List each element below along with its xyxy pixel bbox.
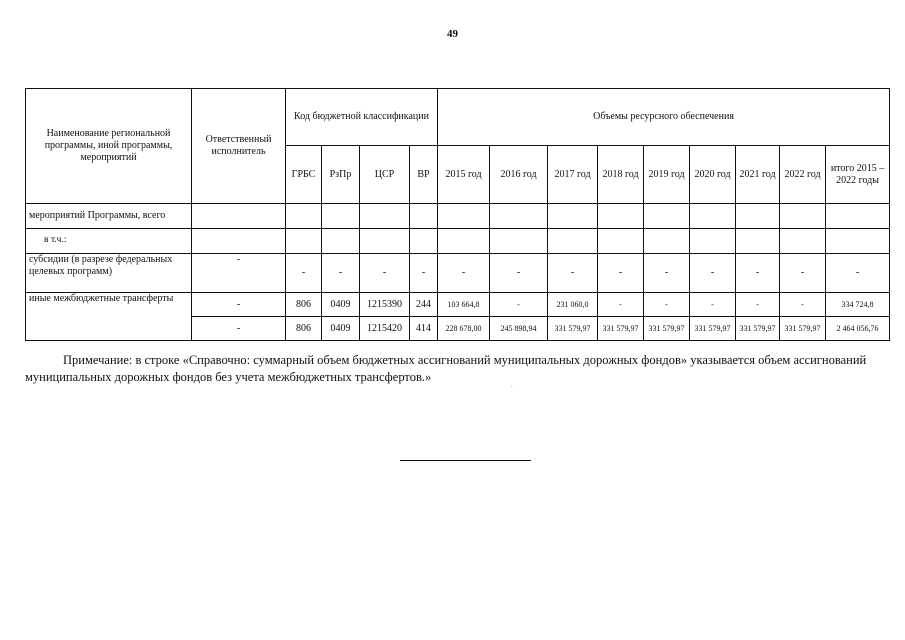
- row-responsible: -: [192, 293, 286, 317]
- row-code: [360, 229, 410, 254]
- row-value: [490, 229, 548, 254]
- row-responsible: -: [192, 317, 286, 341]
- row-value: [826, 204, 890, 229]
- row-code: 1215390: [360, 293, 410, 317]
- row-value: 231 060,0: [548, 293, 598, 317]
- row-value: 331 579,97: [780, 317, 826, 341]
- row-value: [644, 204, 690, 229]
- header-code-csr: ЦСР: [360, 146, 410, 204]
- row-value: -: [644, 293, 690, 317]
- header-year-2018: 2018 год: [598, 146, 644, 204]
- row-value: [780, 204, 826, 229]
- row-value: [690, 229, 736, 254]
- table-row: [26, 229, 890, 254]
- footnote: Примечание: в строке «Справочно: суммарный объем бюджетных ассигнований муниципальных дорожных фондов» указывается объем ассигнований муниципальных дорожных фондов без учета межбюджетных трансфертов.»: [25, 353, 867, 384]
- row-responsible: -: [192, 254, 286, 293]
- row-value: [598, 204, 644, 229]
- row-value: -: [826, 254, 890, 293]
- row-value: [548, 229, 598, 254]
- row-code: 0409: [322, 293, 360, 317]
- row-value: [490, 204, 548, 229]
- row-value: -: [736, 254, 780, 293]
- row-code: [286, 204, 322, 229]
- row-name: иные межбюджетные трансферты: [26, 293, 192, 341]
- row-code: -: [322, 254, 360, 293]
- row-value: [644, 229, 690, 254]
- row-code: 414: [410, 317, 438, 341]
- row-value: -: [644, 254, 690, 293]
- row-name: в т.ч.:: [26, 229, 192, 254]
- row-responsible: [192, 204, 286, 229]
- header-year-2022: 2022 год: [780, 146, 826, 204]
- row-value: [690, 204, 736, 229]
- row-value: -: [438, 254, 490, 293]
- header-year-2016: 2016 год: [490, 146, 548, 204]
- row-value: [438, 204, 490, 229]
- row-code: [286, 229, 322, 254]
- row-value: 228 678,00: [438, 317, 490, 341]
- row-name: субсидии (в разрезе федеральных целевых программ): [26, 254, 192, 293]
- row-value: [826, 229, 890, 254]
- row-value: -: [598, 254, 644, 293]
- row-code: [360, 204, 410, 229]
- row-code: 0409: [322, 317, 360, 341]
- row-value: 331 579,97: [598, 317, 644, 341]
- header-resources: Объемы ресурсного обеспечения: [438, 89, 890, 146]
- header-name: Наименование региональной программы, иной программы, мероприятий: [26, 89, 192, 204]
- row-value: [780, 229, 826, 254]
- row-value: [736, 229, 780, 254]
- page-number: 49: [447, 28, 458, 40]
- row-value: 103 664,8: [438, 293, 490, 317]
- header-responsible: Ответственный исполнитель: [192, 89, 286, 204]
- row-value: -: [780, 254, 826, 293]
- header-year-2019: 2019 год: [644, 146, 690, 204]
- header-total: итого 2015 – 2022 годы: [826, 146, 890, 204]
- row-code: [410, 204, 438, 229]
- row-value: 245 898,94: [490, 317, 548, 341]
- row-responsible: [192, 229, 286, 254]
- row-value: [438, 229, 490, 254]
- row-code: 806: [286, 317, 322, 341]
- row-value: -: [490, 254, 548, 293]
- budget-table: [25, 88, 890, 341]
- row-value: -: [690, 293, 736, 317]
- header-row-1: [26, 89, 890, 146]
- header-code-rzpr: РзПр: [322, 146, 360, 204]
- row-code: -: [360, 254, 410, 293]
- row-name: мероприятий Программы, всего: [26, 204, 192, 229]
- row-value: 331 579,97: [690, 317, 736, 341]
- row-value: -: [690, 254, 736, 293]
- closing-rule: [400, 460, 531, 461]
- row-value: -: [598, 293, 644, 317]
- header-year-2021: 2021 год: [736, 146, 780, 204]
- row-value: 2 464 056,76: [826, 317, 890, 341]
- table-row: [26, 204, 890, 229]
- row-value: [548, 204, 598, 229]
- table-row: [26, 254, 890, 293]
- row-code: 1215420: [360, 317, 410, 341]
- row-value: 331 579,97: [548, 317, 598, 341]
- row-value: -: [490, 293, 548, 317]
- row-value: 331 579,97: [644, 317, 690, 341]
- table-row: [26, 293, 890, 317]
- row-code: 244: [410, 293, 438, 317]
- row-value: -: [736, 293, 780, 317]
- row-value: -: [548, 254, 598, 293]
- header-budget-code: Код бюджетной классификации: [286, 89, 438, 146]
- header-year-2020: 2020 год: [690, 146, 736, 204]
- row-code: [322, 204, 360, 229]
- header-year-2015: 2015 год: [438, 146, 490, 204]
- header-code-vr: ВР: [410, 146, 438, 204]
- header-code-grbs: ГРБС: [286, 146, 322, 204]
- row-code: -: [286, 254, 322, 293]
- row-code: [322, 229, 360, 254]
- row-value: 334 724,8: [826, 293, 890, 317]
- row-value: [598, 229, 644, 254]
- row-value: [736, 204, 780, 229]
- row-code: 806: [286, 293, 322, 317]
- row-code: [410, 229, 438, 254]
- row-value: -: [780, 293, 826, 317]
- row-code: -: [410, 254, 438, 293]
- header-year-2017: 2017 год: [548, 146, 598, 204]
- stray-mark: .: [511, 383, 513, 389]
- row-value: 331 579,97: [736, 317, 780, 341]
